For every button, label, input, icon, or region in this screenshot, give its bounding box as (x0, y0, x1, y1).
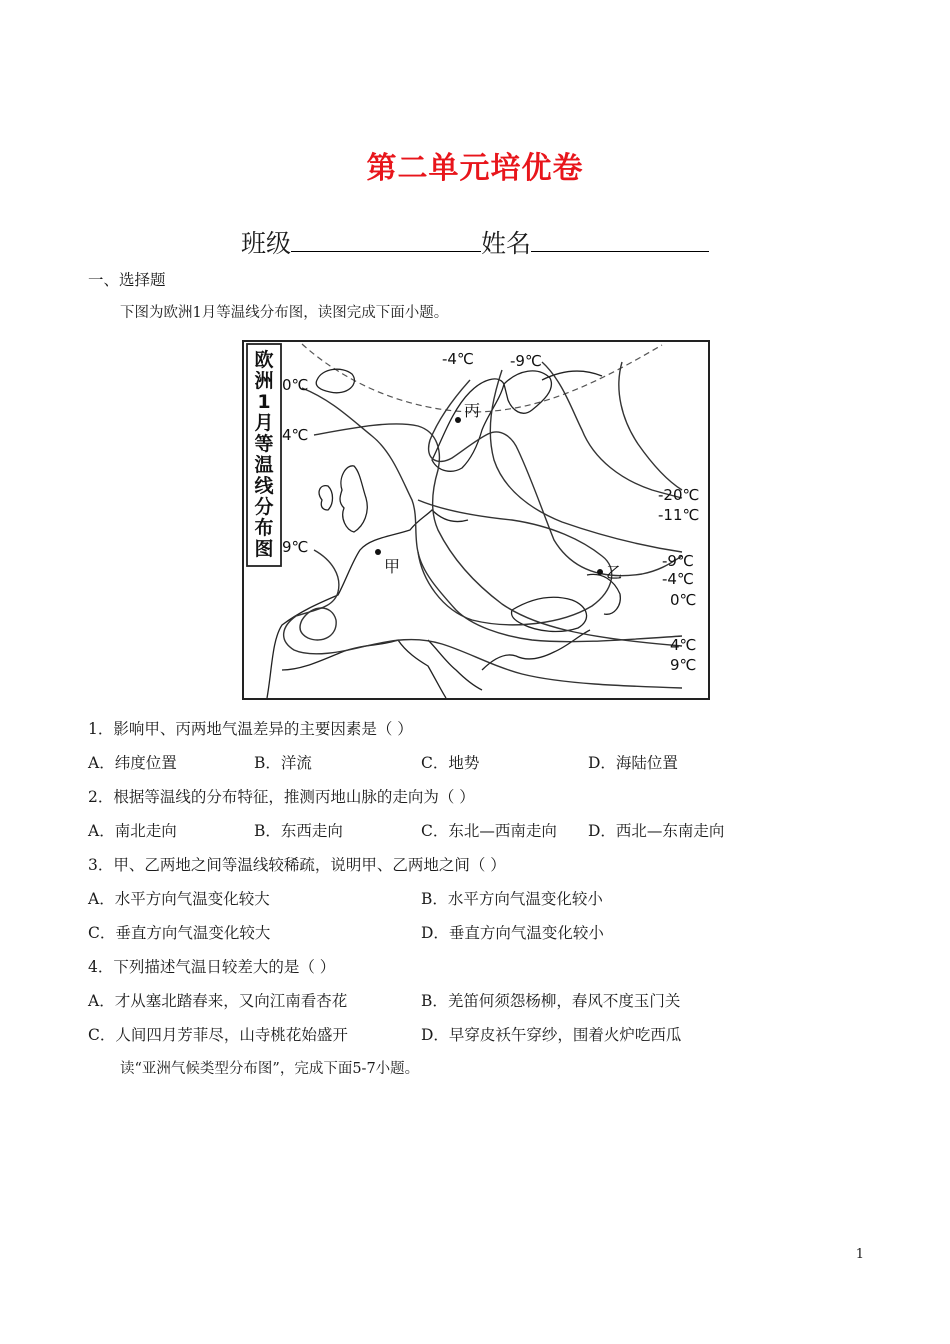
label-9c: 9℃ (282, 538, 309, 556)
point-jia-label: 甲 (384, 557, 401, 576)
point-bing-marker (455, 417, 461, 423)
q1-option-c[interactable]: C．地势 (421, 754, 480, 772)
map-frame (243, 341, 709, 699)
question-1: 1．影响甲、丙两地气温差异的主要因素是（ ） (88, 720, 413, 738)
q2-option-c[interactable]: C．东北—西南走向 (421, 822, 557, 840)
question-3: 3．甲、乙两地之间等温线较稀疏，说明甲、乙两地之间（ ） (88, 856, 506, 874)
class-label: 班级 (240, 229, 291, 258)
intro-text-2: 读“亚洲气候类型分布图”，完成下面5-7小题。 (120, 1061, 420, 1077)
label-4-right: 4℃ (670, 636, 697, 654)
q3-option-d[interactable]: D．垂直方向气温变化较小 (421, 924, 604, 942)
map-title-char: 温 (254, 454, 274, 476)
label-0c: 0℃ (282, 376, 309, 394)
europe-isotherm-map (242, 340, 710, 700)
q2-option-b[interactable]: B．东西走向 (254, 822, 343, 840)
q3-option-b[interactable]: B．水平方向气温变化较小 (421, 890, 603, 908)
q1-option-d[interactable]: D．海陆位置 (588, 754, 678, 772)
map-title-char: 欧 (254, 349, 274, 371)
label-minus4-top: -4℃ (442, 350, 474, 368)
map-title-char: 1 (257, 391, 271, 413)
label-0-right: 0℃ (670, 591, 697, 609)
name-blank[interactable] (531, 227, 709, 252)
q4-option-c[interactable]: C．人间四月芳菲尽，山寺桃花始盛开 (88, 1026, 348, 1044)
label-4c: 4℃ (282, 426, 309, 444)
map-title-char: 月 (254, 412, 274, 434)
map-title (254, 348, 274, 560)
question-2: 2．根据等温线的分布特征，推测丙地山脉的走向为（ ） (88, 788, 475, 806)
class-blank[interactable] (291, 227, 481, 252)
label-minus9-top: -9℃ (510, 352, 542, 370)
point-yi-marker (597, 569, 603, 575)
map-title-char: 分 (254, 496, 274, 518)
q4-option-d[interactable]: D．早穿皮袄午穿纱，围着火炉吃西瓜 (421, 1026, 682, 1044)
q3-option-c[interactable]: C．垂直方向气温变化较大 (88, 924, 271, 942)
class-name-line (0, 224, 950, 260)
label-minus9-right: -9℃ (662, 552, 694, 570)
q2-option-a[interactable]: A．南北走向 (88, 822, 177, 840)
question-4: 4．下列描述气温日较差大的是（ ） (88, 958, 336, 976)
map-title-char: 布 (254, 517, 274, 539)
label-minus20: -20℃ (658, 486, 700, 504)
point-jia-marker (375, 549, 381, 555)
q1-option-b[interactable]: B．洋流 (254, 754, 312, 772)
map-title-char: 线 (254, 475, 274, 497)
name-label: 姓名 (481, 229, 532, 258)
map-title-char: 洲 (254, 370, 274, 392)
point-bing-label: 丙 (464, 401, 481, 420)
q4-option-a[interactable]: A．才从塞北踏春来，又向江南看杏花 (88, 992, 348, 1010)
map-title-char: 等 (254, 433, 274, 455)
section-heading: 一、选择题 (88, 271, 166, 289)
q3-option-a[interactable]: A．水平方向气温变化较大 (88, 890, 270, 908)
page-number: 1 (855, 1247, 864, 1262)
label-9-right: 9℃ (670, 656, 697, 674)
page-title: 第二单元培优卷 (366, 151, 584, 186)
q2-option-d[interactable]: D．西北—东南走向 (588, 822, 725, 840)
label-minus4-right: -4℃ (662, 570, 694, 588)
map-title-char: 图 (254, 538, 274, 560)
q4-option-b[interactable]: B．羌笛何须怨杨柳，春风不度玉门关 (421, 992, 681, 1010)
label-minus11: -11℃ (658, 506, 700, 524)
point-yi-label: 乙 (606, 563, 623, 582)
q1-option-a[interactable]: A．纬度位置 (88, 754, 177, 772)
intro-text: 下图为欧洲1月等温线分布图，读图完成下面小题。 (120, 305, 449, 321)
